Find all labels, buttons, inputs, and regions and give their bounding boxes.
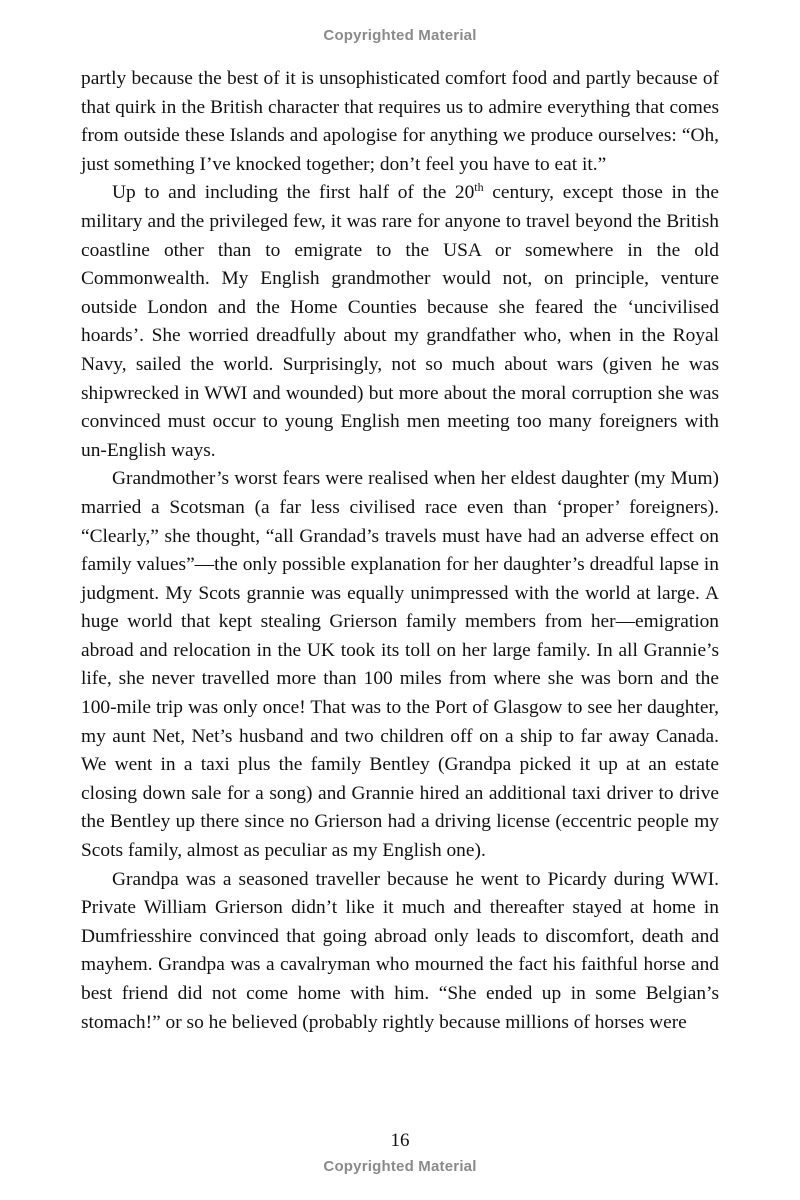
paragraph-2-start: Up to and including the first half of the 20 [112,182,475,204]
paragraph-2 [81,179,719,465]
body-text [81,65,719,1037]
ordinal-superscript: th [474,180,484,195]
paragraph-1: partly because the best of it is unsophisticated comfort food and partly because of that quirk in the British character that requires us to admire everything that comes from outside these Islands and apologise for anything we produce ourselves: “Oh, just something I’ve knocked together; don’t feel you have to eat it.” [81,68,719,175]
paragraph-2-rest: century, except those in the military and the privileged few, it was rare for anyone to travel beyond the British coastline other than to emigrate to the USA or somewhere in the old Commonwealth. My English grandmother would not, on principle, venture outside London and the Home Counties because she feared the ‘uncivilised hoards’. She worried dreadfully about my grandfather who, when in the Royal Navy, sailed the world. Surprisingly, not so much about wars (given he was shipwrecked in WWI and wounded) but more about the moral corruption she was convinced must occur to young English men meeting too many foreigners with un-English ways. [81,182,719,461]
page-number: 16 [390,1130,410,1151]
paragraph-3: Grandmother’s worst fears were realised when her eldest daughter (my Mum) married a Scotsman (a far less civilised race even than ‘proper’ foreigners). “Clearly,” she thought, “all Grandad’s travels must have had an adverse effect on family values”—the only possible explanation for her daughter’s dreadful lapse in judgment. My Scots grannie was equally unimpressed with the world at large. A huge world that kept stealing Grierson family members from her—emigration abroad and relocation in the UK took its toll on her large family. In all Grannie’s life, she never travelled more than 100 miles from where she was born and the 100-mile trip was only once! That was to the Port of Glasgow to see her daughter, my aunt Net, Net’s husband and two children off on a ship to far away Canada. We went in a taxi plus the family Bentley (Grandpa picked it up at an estate closing down sale for a song) and Grannie hired an additional taxi driver to drive the Bentley up there since no Grierson had a driving license (eccentric people my Scots family, almost as peculiar as my English one). [81,468,719,862]
copyright-watermark-top: Copyrighted Material [323,27,477,44]
copyright-watermark-bottom: Copyrighted Material [323,1158,477,1175]
paragraph-4: Grandpa was a seasoned traveller because he went to Picardy during WWI. Private William Grierson didn’t like it much and thereafter stayed at home in Dumfriesshire convinced that going abroad only leads to discomfort, death and mayhem. Grandpa was a cavalryman who mourned the fact his faithful horse and best friend did not come home with him. “She ended up in some Belgian’s stomach!” or so he believed (probably rightly because millions of horses were [81,868,719,1033]
